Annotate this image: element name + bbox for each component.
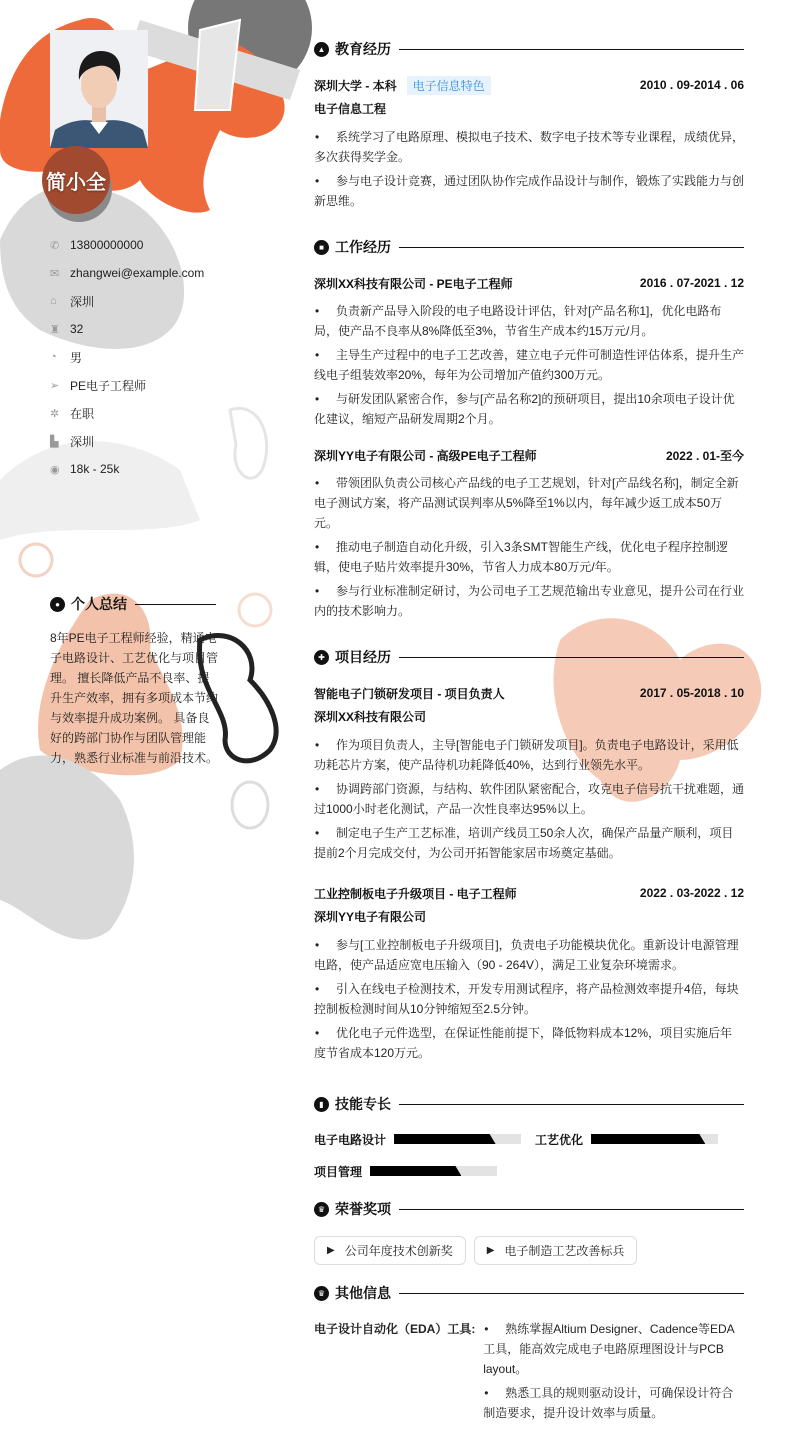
education-title: 教育经历 [335,41,391,57]
home-icon: ⌂ [50,295,57,307]
bullet-icon: • [315,738,320,752]
bullet-text: 协调跨部门资源，与结构、软件团队紧密配合，攻克电子信号抗干扰难题，通过1000小时老化测试，产品一次性良率达95%以上。 [314,782,745,816]
work-entry [314,443,744,625]
bullet-text: 参与[工业控制板电子升级项目]，负责电子功能模块优化。重新设计电源管理电路，使产品适应宽电压输入（90 - 264V），满足工业复杂环境需求。 [314,938,739,972]
school-name: 深圳大学 - 本科 [314,78,397,93]
bullet-text: 熟练掌握Altium Designer、Cadence等EDA工具，能高效完成电子电路原理图设计与PCB layout。 [483,1322,735,1376]
bullet-item [483,1383,744,1423]
bullet-item [314,537,744,577]
play-triangle-icon: ▶ [486,1245,495,1256]
bullet-text: 主导生产过程中的电子工艺改善，建立电子元件可制造性评估体系，提升生产线电子组装效率20%，每年为公司增加产值约300万元。 [314,348,745,382]
project-entry [314,881,744,1067]
divider [399,1293,744,1294]
bullet-item [314,779,744,819]
summary-section [50,594,216,614]
work-title: 工作经历 [335,239,391,255]
bullet-text: 带领团队负责公司核心产品线的电子工艺规划，针对[产品线名称]，制定全新电子测试方案，将产品测试误判率从5%降至1%以内，每年减少返工成本50万元。 [314,476,739,530]
play-triangle-icon: ▶ [327,1245,335,1256]
bullet-icon: • [315,304,320,318]
gender-icon: ◔ [50,351,57,363]
project-bullets [314,735,744,863]
skills-title: 技能专长 [335,1096,391,1112]
bullet-item [314,979,744,1019]
bullet-icon: • [315,938,320,952]
info-icon: ♛ [314,1286,329,1301]
bullet-icon: • [315,826,320,840]
bullet-text: 系统学习了电路原理、模拟电子技术、数字电子技术等专业课程，成绩优异，多次获得奖学金。 [314,130,745,164]
bullet-item [483,1319,744,1379]
bullet-item [314,935,744,975]
status-icon: ✲ [50,407,60,420]
skill-item [314,1163,497,1180]
project-company: 深圳YY电子有限公司 [314,910,427,924]
skill-name: 工艺优化 [535,1132,584,1147]
age-icon: ♜ [50,323,60,336]
education-bullets [314,127,744,211]
bullet-icon: • [484,1386,489,1400]
contact-value: 18k - 25k [70,462,120,476]
phone-icon: ✆ [50,239,60,252]
award-label: 电子制造工艺改善标兵 [504,1244,625,1258]
bullet-icon: • [315,476,320,490]
bullet-item [314,389,744,429]
bullet-item [314,345,744,385]
name-badge [42,146,114,218]
contact-item [50,455,250,483]
project-heading: 智能电子门锁研发项目 - 项目负责人 [314,686,505,701]
skill-name: 项目管理 [314,1164,363,1179]
skill-bar-fill [394,1134,496,1144]
bullet-item [314,823,744,863]
contact-value: zhangwei@example.com [70,266,205,280]
skill-bar [370,1166,497,1176]
skill-bar [591,1134,718,1144]
bullet-text: 参与电子设计竞赛，通过团队协作完成作品设计与制作，锻炼了实践能力与创新思维。 [314,174,745,208]
other-title: 其他信息 [335,1285,391,1301]
work-entry [314,271,744,433]
salary-icon: ◉ [50,463,60,476]
profile-photo [50,30,148,148]
contact-value: 深圳 [70,294,95,309]
job-date: 2022 . 01-至今 [665,448,744,463]
bullet-icon: • [315,584,320,598]
contact-item [50,231,250,259]
divider [399,1209,744,1210]
bar-chart-icon: ▮ [314,1097,329,1112]
skill-item [314,1131,521,1148]
skill-bar-fill [591,1134,705,1144]
skill-bar [394,1134,521,1144]
award-label: 公司年度技术创新奖 [344,1244,453,1258]
bullet-icon: • [315,982,320,996]
briefcase-icon: ■ [314,240,329,255]
awards-list [314,1236,744,1265]
summary-text: 8年PE电子工程师经验，精通电子电路设计、工艺优化与项目管理。 擅长降低产品不良率、提升生产效率，拥有多项成本节约与效率提升成功案例。 具备良好的跨部门协作与团队管理能力，熟悉行业标准与前沿技术。 [50,631,219,765]
contact-item [50,259,250,287]
other-heading [314,1283,744,1303]
bullet-icon: • [315,130,320,144]
candidate-name: 简小全 [46,171,106,194]
bullet-text: 引入在线电子检测技术，开发专用测试程序，将产品检测效率提升4倍，每块控制板检测时间从10分钟缩短至2.5分钟。 [314,982,739,1016]
contact-item [50,399,250,427]
graduation-cap-icon: ▲ [314,42,329,57]
skills-list [314,1123,744,1187]
bullet-item [314,171,744,211]
summary-heading [50,594,216,614]
job-heading: 深圳XX科技有限公司 - PE电子工程师 [314,276,513,291]
bullet-icon: • [315,1026,320,1040]
contact-value: 深圳 [70,434,95,449]
projects-heading [314,647,744,667]
bullet-item [314,301,744,341]
project-date: 2017 . 05-2018 . 10 [639,686,744,700]
skill-name: 电子电路设计 [314,1132,387,1147]
project-bullets [314,935,744,1063]
bullet-item [314,1023,744,1063]
skill-bar-fill [370,1166,461,1176]
bullet-item [314,127,744,167]
contact-item [50,315,250,343]
divider [135,604,216,605]
contact-list [50,231,250,483]
bullet-text: 负责新产品导入阶段的电子电路设计评估，针对[产品名称1]，优化电路布局，使产品不良率从8%降低至3%，节省生产成本约15万元/月。 [314,304,722,338]
person-photo-icon [50,30,148,148]
skill-item [535,1131,718,1148]
project-date: 2022 . 03-2022 . 12 [639,886,744,900]
education-date: 2010 . 09-2014 . 06 [639,78,744,92]
job-heading: 深圳YY电子有限公司 - 高级PE电子工程师 [314,448,537,463]
projects-title: 项目经历 [335,649,391,665]
award-chip [314,1236,466,1265]
bullet-text: 与研发团队紧密合作，参与[产品名称2]的预研项目，提出10余项电子设计优化建议，缩短产品研发周期2个月。 [314,392,735,426]
bullet-icon: • [315,392,320,406]
contact-item [50,427,250,455]
bullet-item [314,473,744,533]
mail-icon: ✉ [50,267,60,280]
contact-value: 在职 [70,406,95,421]
project-heading: 工业控制板电子升级项目 - 电子工程师 [314,886,517,901]
education-entry [314,73,744,215]
contact-item [50,371,250,399]
name-circle [42,146,110,214]
bullet-icon: • [315,174,320,188]
bullet-item [314,735,744,775]
job-bullets [314,473,744,621]
bullet-text: 作为项目负责人，主导[智能电子门锁研发项目]。负责电子电路设计，采用低功耗芯片方案，使产品待机功耗降低40%，达到行业领先水平。 [314,738,739,772]
divider [399,49,744,50]
project-entry [314,681,744,867]
bullet-icon: • [315,540,320,554]
other-label: 电子设计自动化（EDA）工具: [314,1322,476,1336]
bullet-icon: • [484,1322,489,1336]
bullet-text: 熟悉工具的规则驱动设计，可确保设计符合制造要求，提升设计效率与质量。 [483,1386,734,1420]
bullet-text: 优化电子元件选型，在保证性能前提下，降低物料成本12%，项目实施后年度节省成本120万元。 [314,1026,733,1060]
divider [399,1104,744,1105]
user-icon: ● [50,597,65,612]
contact-item [50,287,250,315]
awards-title: 荣誉奖项 [335,1201,391,1217]
job-date: 2016 . 07-2021 . 12 [639,276,744,290]
skills-heading [314,1094,744,1114]
building-icon: ▙ [50,435,59,448]
project-company: 深圳XX科技有限公司 [314,710,427,724]
awards-heading [314,1199,744,1219]
bullet-text: 制定电子生产工艺标准，培训产线员工50余人次，确保产品量产顺利，项目提前2个月完成交付，为公司开拓智能家居市场奠定基础。 [314,826,734,860]
contact-value: 13800000000 [70,238,144,252]
other-entry [314,1319,744,1427]
bullet-item [314,581,744,621]
contact-value: PE电子工程师 [70,378,147,393]
award-chip [474,1236,638,1265]
contact-value: 32 [70,322,84,336]
contact-item [50,343,250,371]
work-heading [314,237,744,257]
divider [399,657,744,658]
divider [399,247,744,248]
other-bullets [483,1319,744,1427]
education-tag: 电子信息特色 [407,76,491,95]
grid-icon: ✚ [314,650,329,665]
bullet-text: 推动电子制造自动化升级，引入3条SMT智能生产线，优化电子程序控制逻辑，使电子贴片效率提升30%，节省人力成本80万元/年。 [314,540,729,574]
major: 电子信息工程 [314,102,387,116]
contact-value: 男 [70,350,83,365]
bullet-icon: • [315,782,320,796]
education-heading [314,39,744,59]
award-icon: ♛ [314,1202,329,1217]
summary-title: 个人总结 [71,596,127,612]
bullet-icon: • [315,348,320,362]
job-bullets [314,301,744,429]
bullet-text: 参与行业标准制定研讨，为公司电子工艺规范输出专业意见，提升公司在行业内的技术影响力。 [314,584,745,618]
send-icon: ➢ [50,379,60,392]
